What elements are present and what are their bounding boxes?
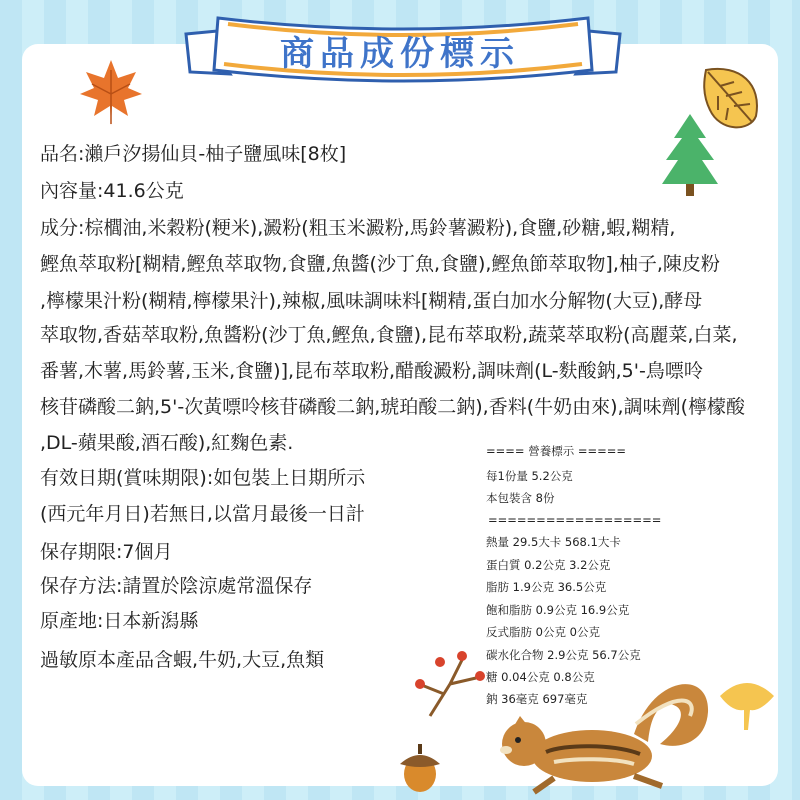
ingredients-line: 萃取物,香菇萃取粉,魚醬粉(沙丁魚,鰹魚,食鹽),昆布萃取粉,蔬菜萃取粉(高麗菜,白菜, xyxy=(40,324,738,346)
net-content: 內容量:41.6公克 xyxy=(40,180,184,202)
nutrition-row: 蛋白質 0.2公克 3.2公克 xyxy=(486,558,611,572)
ingredients-line: 番薯,木薯,馬鈴薯,玉米,食鹽)],昆布萃取粉,醋酸澱粉,調味劑(L-麩酸鈉,5'-鳥嘌呤 xyxy=(40,360,703,382)
ingredients-line: ,DL-蘋果酸,酒石酸),紅麴色素. xyxy=(40,432,294,454)
nutrition-row: 鈉 36毫克 697毫克 xyxy=(486,692,588,706)
storage-method: 保存方法:請置於陰涼處常溫保存 xyxy=(40,575,313,597)
nutrition-row: 碳水化合物 2.9公克 56.7公克 xyxy=(486,648,641,662)
nutrition-row: 熱量 29.5大卡 568.1大卡 xyxy=(486,535,621,549)
page-title: 商品成份標示 xyxy=(280,34,520,74)
ingredients-line: 核苷磷酸二鈉,5'-次黃嘌呤核苷磷酸二鈉,琥珀酸二鈉),香料(牛奶由來),調味劑(檸檬酸 xyxy=(40,396,745,418)
servings-per-pack: 本包裝含 8份 xyxy=(486,491,555,505)
pine-tree-icon xyxy=(660,112,720,198)
ginkgo-leaf-icon xyxy=(714,676,780,732)
nutrition-row: 反式脂肪 0公克 0公克 xyxy=(486,625,600,639)
expiry-date: 有效日期(賞味期限):如包裝上日期所示 xyxy=(40,467,366,489)
nutrition-row: 脂肪 1.9公克 36.5公克 xyxy=(486,580,607,594)
nutrition-divider: ================== xyxy=(488,513,662,527)
acorn-icon xyxy=(390,740,450,796)
expiry-note: (西元年月日)若無日,以當月最後一日計 xyxy=(40,503,365,525)
ingredients-line: 鰹魚萃取粉[糊精,鰹魚萃取物,食鹽,魚醬(沙丁魚,食鹽),鰹魚節萃取物],柚子,陳皮粉 xyxy=(40,253,720,275)
maple-leaf-icon xyxy=(78,58,144,128)
origin: 原產地:日本新潟縣 xyxy=(40,610,199,632)
serving-size: 每1份量 5.2公克 xyxy=(486,469,573,483)
nutrition-header: ==== 營養標示 ===== xyxy=(486,444,627,458)
ingredients-line: 成分:棕櫚油,米穀粉(粳米),澱粉(粗玉米澱粉,馬鈴薯澱粉),食鹽,砂糖,蝦,糊精, xyxy=(40,217,676,239)
product-name: 品名:瀨戶汐揚仙貝-柚子鹽風味[8枚] xyxy=(40,143,347,165)
nutrition-row: 糖 0.04公克 0.8公克 xyxy=(486,670,595,684)
ingredients-line: ,檸檬果汁粉(糊精,檸檬果汁),辣椒,風味調味料[糊精,蛋白加水分解物(大豆),酵母 xyxy=(40,290,703,312)
nutrition-row: 飽和脂肪 0.9公克 16.9公克 xyxy=(486,603,630,617)
berry-branch-icon xyxy=(410,640,490,720)
shelf-life: 保存期限:7個月 xyxy=(40,541,173,563)
allergen-info: 過敏原本產品含蝦,牛奶,大豆,魚類 xyxy=(40,649,325,671)
